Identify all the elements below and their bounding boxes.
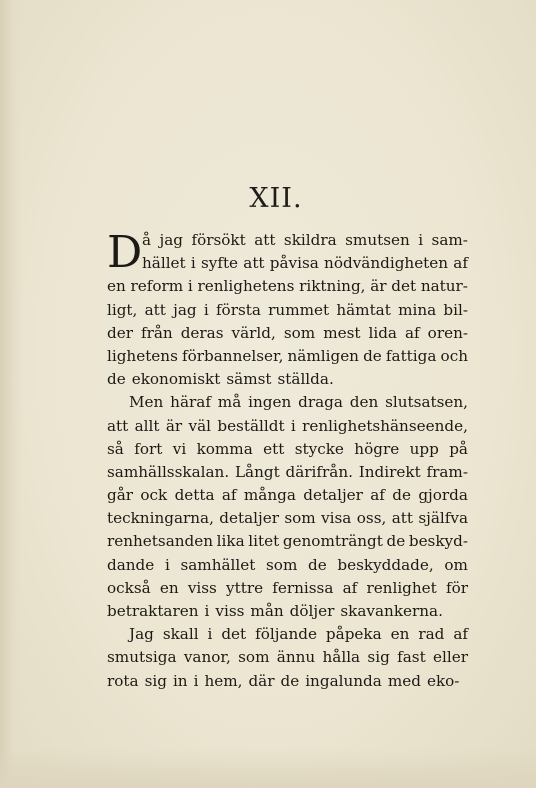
text-line: Men häraf må ingen draga den slutsatsen, [129,393,468,412]
drop-cap: D [107,227,143,278]
text-line: att allt är väl beställdt i renlighetshänseende, [107,416,468,435]
paragraph [107,623,468,693]
text-line: så fort vi komma ett stycke högre upp på [107,439,468,458]
text-line: teckningarna, detaljer som visa oss, att själfva [107,509,468,528]
text-line: också en viss yttre fernissa af renlighet för [107,578,468,597]
page-bottom-shadow [0,748,536,788]
text-line: Jag skall i det följande påpeka en rad af [129,625,468,644]
text-line: går ock detta af många detaljer af de gjorda [107,486,468,505]
paragraph [107,391,468,623]
paragraph [107,229,468,391]
text-line: lighetens förbannelser, nämligen de fattiga och [107,346,468,365]
text-line: smutsiga vanor, som ännu hålla sig fast eller [107,648,468,667]
chapter-heading: XII. [249,183,303,214]
text-line: dande i samhället som de beskyddade, om [107,555,468,574]
text-line: en reform i renlighetens riktning, är det natur- [107,277,468,296]
page-edge-shadow [0,0,22,788]
text-line: der från deras värld, som mest lida af oren- [107,323,468,342]
text-line: betraktaren i viss mån döljer skavankerna. [107,602,443,620]
text-line: renhetsanden lika litet genomträngt de beskyd- [107,532,468,551]
text-line: de ekonomiskt sämst ställda. [107,370,334,389]
text-line: ligt, att jag i första rummet hämtat mina bil- [107,300,468,319]
body-text [107,229,468,693]
text-line: å jag försökt att skildra smutsen i sam- [142,231,468,249]
text-line: rota sig in i hem, där de ingalunda med eko- [107,671,460,690]
text-line: samhällsskalan. Långt därifrån. Indirekt fram- [107,462,468,481]
text-line: hället i syfte att påvisa nödvändigheten af [142,254,468,273]
